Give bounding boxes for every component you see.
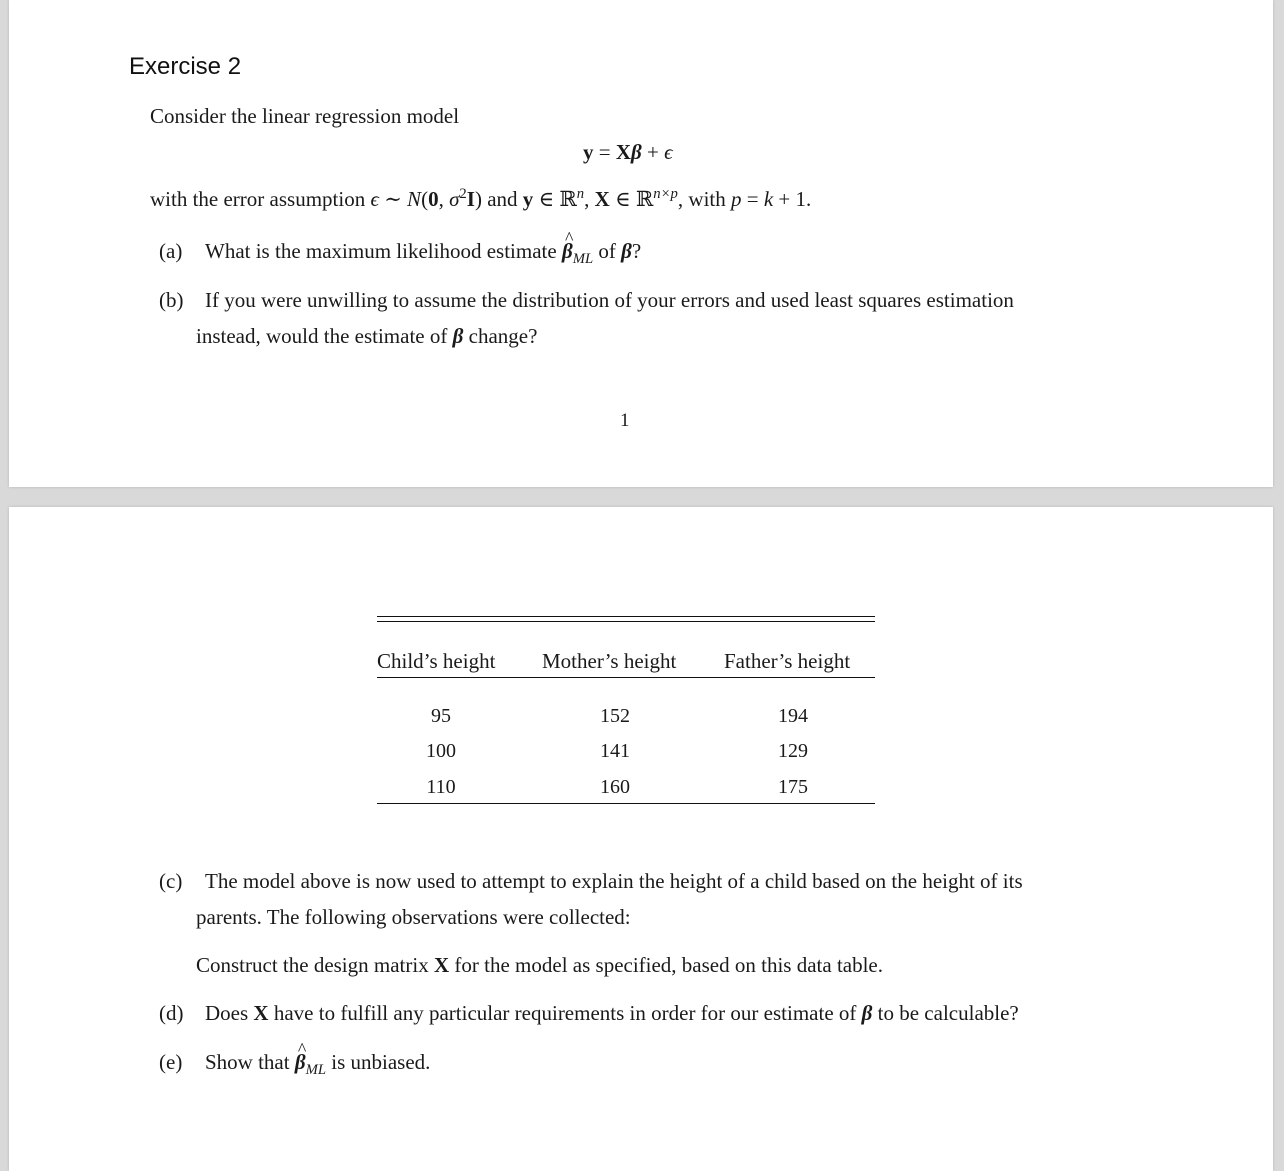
item-e-text1: Show that: [205, 1050, 295, 1074]
item-a: [159, 239, 642, 268]
assump-y: y: [522, 187, 534, 211]
item-a-of: of: [593, 239, 622, 263]
regression-equation: [583, 142, 673, 163]
assump-zero: 0: [428, 187, 439, 211]
matrix-X: X: [253, 1001, 269, 1025]
item-a-label: (a): [159, 239, 183, 263]
assump-withp: , with: [677, 187, 731, 211]
assump-in1: ∈ ℝ: [533, 187, 577, 211]
matrix-X: X: [433, 953, 450, 977]
item-a-q: ?: [631, 239, 642, 263]
item-c-label: (c): [159, 869, 183, 893]
assump-in2: ∈ ℝ: [609, 187, 654, 211]
table-cell: 95: [431, 705, 451, 727]
item-d-text1: Does: [205, 1001, 254, 1025]
header-father-height: Father’s height: [724, 649, 851, 673]
assump-sep: ,: [584, 187, 595, 211]
table-cell: 129: [778, 740, 808, 762]
assump-nxp: n×p: [653, 186, 678, 202]
item-a-text: What is the maximum likelihood estimate: [205, 239, 562, 263]
item-c-text3b: for the model as specified, based on this data table.: [449, 953, 884, 977]
page-number: 1: [620, 410, 630, 431]
eq-equals: =: [593, 140, 616, 164]
assump-eqk: =: [741, 187, 764, 211]
item-c-line1: [159, 871, 1023, 892]
item-b-text2b: change?: [463, 324, 538, 348]
assump-n: n: [576, 186, 585, 202]
item-c-line2: parents. The following observations were collected:: [196, 905, 631, 929]
assump-N: N: [407, 187, 422, 211]
intro-text: Consider the linear regression model: [150, 104, 460, 128]
table-cell: 194: [778, 705, 808, 727]
item-b-label: (b): [159, 288, 184, 312]
table-cell: 175: [778, 776, 808, 798]
assump-text: with the error assumption: [150, 187, 371, 211]
beta-symbol: β: [452, 324, 464, 348]
assump-and: and: [481, 187, 523, 211]
item-d-label: (d): [159, 1001, 184, 1025]
assump-eps: ϵ: [370, 187, 379, 211]
item-d-text3: to be calculable?: [872, 1001, 1019, 1025]
item-b-line1: [159, 290, 1014, 311]
header-mother-height: Mother’s height: [542, 649, 677, 673]
item-c-text3a: Construct the design matrix: [196, 953, 434, 977]
table-cell: 100: [426, 740, 456, 762]
table-header-rule: [377, 677, 875, 678]
item-b-text2a: instead, would the estimate of: [196, 324, 453, 348]
table-top-rule-1: [377, 616, 875, 617]
ml-subscript: ML: [572, 251, 594, 268]
assump-open: (: [421, 187, 429, 211]
error-assumption: [150, 186, 812, 211]
item-c-text1: The model above is now used to attempt to explain the height of a child based on the height of its: [205, 869, 1023, 893]
beta-hat-symbol: ^ β: [562, 241, 573, 262]
assump-comma: ,: [438, 187, 450, 211]
eq-y: y: [583, 140, 594, 164]
beta-symbol: β: [621, 239, 632, 263]
exercise-title: Exercise 2: [129, 53, 242, 80]
page-2: [9, 507, 1273, 1171]
table-cell: 110: [426, 776, 456, 798]
table-cell: 141: [600, 740, 630, 762]
page-1: [9, 0, 1273, 487]
assump-plus1: + 1.: [773, 187, 812, 211]
item-b-line2: [196, 326, 537, 347]
assump-sq: 2: [459, 186, 467, 202]
eq-X: X: [615, 140, 632, 164]
beta-symbol: β: [861, 1001, 873, 1025]
item-c-line3: [196, 955, 883, 976]
assump-close: ): [474, 187, 482, 211]
item-e-label: (e): [159, 1050, 183, 1074]
assump-I: I: [466, 187, 475, 211]
assump-X: X: [594, 187, 610, 211]
eq-plus: +: [641, 140, 665, 164]
assump-k: k: [763, 187, 774, 211]
eq-epsilon: ϵ: [664, 140, 673, 164]
table-cell: 160: [600, 776, 630, 798]
assump-sim: ∼: [378, 187, 408, 211]
header-child-height: Child’s height: [377, 649, 496, 673]
assump-sigma: σ: [449, 187, 460, 211]
item-b-text1: If you were unwilling to assume the distribution of your errors and used least squares estimation: [205, 288, 1014, 312]
item-d-text2: have to fulfill any particular requirements in order for our estimate of: [268, 1001, 862, 1025]
item-e: [159, 1050, 431, 1079]
table-top-rule-2: [377, 621, 875, 622]
table-cell: 152: [600, 705, 630, 727]
table-bottom-rule: [377, 803, 875, 804]
item-e-text2: is unbiased.: [326, 1050, 431, 1074]
eq-beta: β: [631, 140, 642, 164]
assump-p: p: [731, 187, 742, 211]
item-d: [159, 1003, 1019, 1024]
ml-subscript: ML: [305, 1062, 327, 1079]
beta-hat-symbol: ^ β: [295, 1052, 306, 1073]
